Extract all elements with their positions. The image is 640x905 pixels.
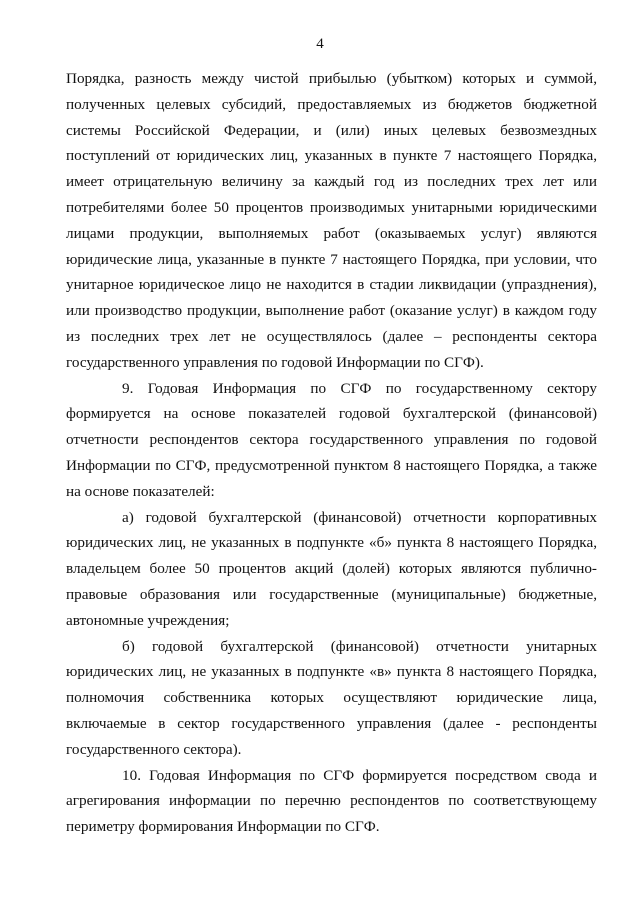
paragraph-item-9: 9. Годовая Информация по СГФ по государственному сектору формируется на основе показателей годовой бухгалтерской (финансовой) отчетности респондентов сектора государственного управления по годовой Информации по СГФ, предусмотренной пунктом 8 настоящего Порядка, а также на основе показателей: bbox=[66, 379, 597, 500]
document-body bbox=[66, 66, 597, 840]
paragraph-item-9-b: б) годовой бухгалтерской (финансовой) отчетности унитарных юридических лиц, не указанных в подпункте «в» пункта 8 настоящего Порядка, полномочия собственника которых осуществляют юридические лица, включаемые в сектор государственного управления (далее - респонденты государственного сектора). bbox=[66, 637, 597, 758]
page-number: 4 bbox=[316, 36, 324, 52]
paragraph-item-10: 10. Годовая Информация по СГФ формируется посредством свода и агрегирования информации по перечню респондентов по соответствующему периметру формирования Информации по СГФ. bbox=[66, 766, 597, 836]
paragraph-item-9-a: а) годовой бухгалтерской (финансовой) отчетности корпоративных юридических лиц, не указанных в подпункте «б» пункта 8 настоящего Порядка, владельцем более 50 процентов акций (долей) которых являются публично-правовые образования или государственные (муниципальные) бюджетные, автономные учреждения; bbox=[66, 508, 597, 629]
paragraph-continuation: Порядка, разность между чистой прибылью (убытком) которых и суммой, полученных целевых субсидий, предоставляемых из бюджетов бюджетной системы Российской Федерации, и (или) иных целевых безвозмездных поступлений от юридических лиц, указанных в пункте 7 настоящего Порядка, имеет отрицательную величину за каждый год из последних трех лет или потребителями более 50 процентов производимых унитарными юридическими лицами продукции, выполняемых работ (оказываемых услуг) являются юридические лица, указанные в пункте 7 настоящего Порядка, при условии, что унитарное юридическое лицо не находится в стадии ликвидации (упразднения), или производство продукции, выполнение работ (оказание услуг) в каждом году из последних трех лет не осуществлялось (далее – респонденты сектора государственного управления по годовой Информации по СГФ). bbox=[66, 70, 597, 371]
